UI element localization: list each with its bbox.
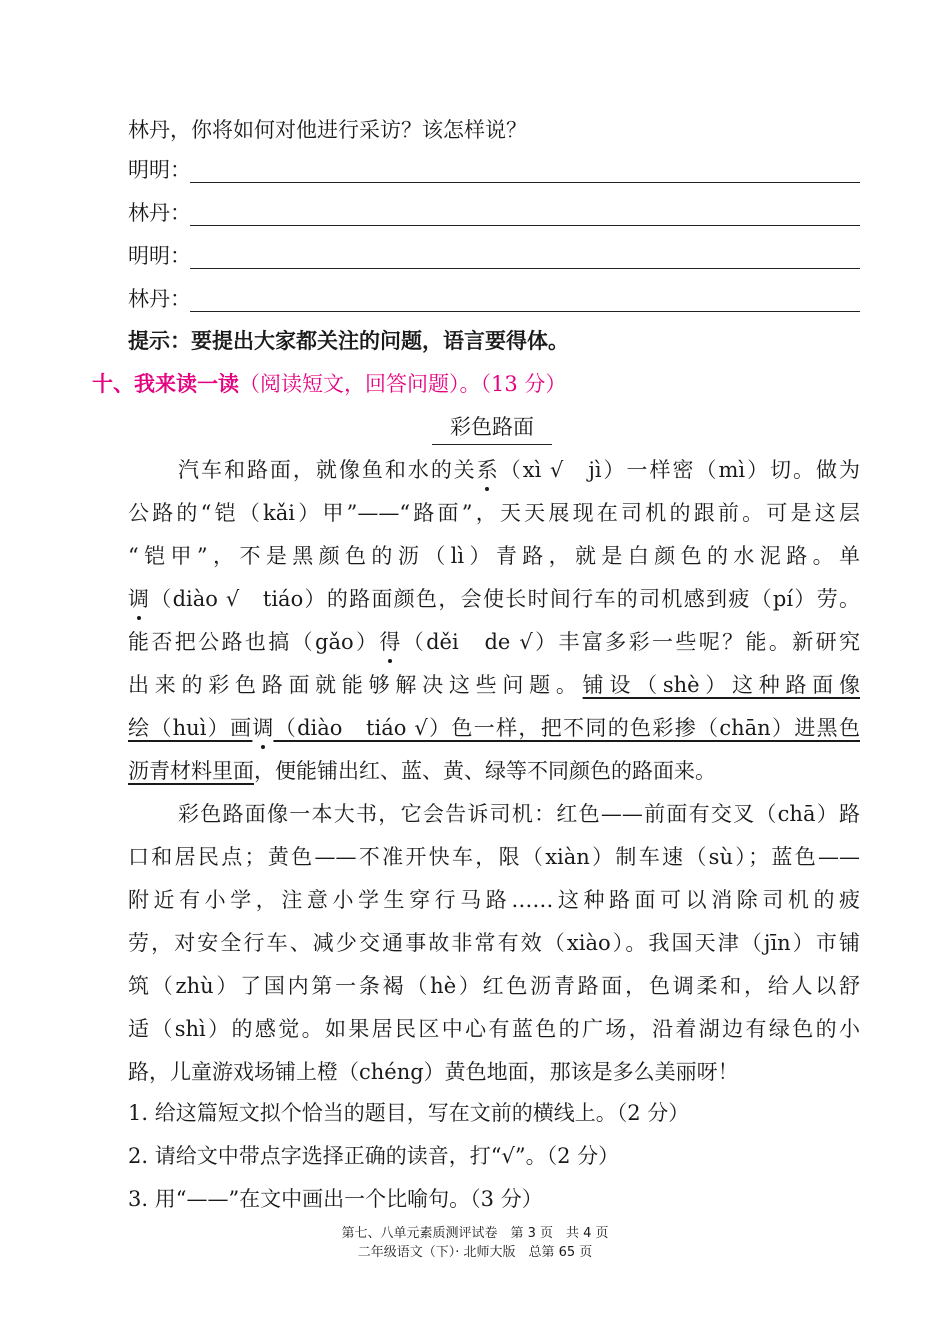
passage-line: 适（shì）的感觉。如果居民区中心有蓝色的广场，沿着湖边有绿色的小 [128,1017,860,1041]
dotted-char: 调 [252,713,273,743]
answer-blank[interactable] [190,181,860,183]
passage-line [128,713,860,743]
section-instruction: （阅读短文，回答问题）。（13 分） [239,372,567,396]
text-run: 出来的彩色路面就能够解决这些问题。 [128,673,583,697]
passage-line [178,455,860,485]
dotted-char: 系 [477,455,498,485]
question-1: 1. 给这篇短文拟个恰当的题目，写在文前的横线上。（2 分） [128,1101,690,1125]
underlined-simile: 铺设（shè）这种路面像 [582,673,861,697]
footer-page-info: 第七、八单元素质测评试卷 第 3 页 共 4 页 [341,1226,609,1241]
passage-line [128,627,860,657]
answer-blank[interactable] [190,267,860,269]
question-3: 3. 用“——”在文中画出一个比喻句。（3 分） [128,1187,543,1211]
text-run: （xì √ jì）一样密（mì）切。做为 [497,458,861,482]
passage-line: 路，儿童游戏场铺上橙（chéng）黄色地面，那该是多么美丽呀！ [128,1060,739,1084]
text-run: 绘（huì）画 [128,716,253,740]
text-run: ，便能铺出红、蓝、黄、绿等不同颜色的路面来。 [254,759,716,783]
dialogue-line[interactable] [128,151,860,187]
dialogue-line[interactable] [128,280,860,316]
passage-line [128,670,860,700]
text-run: 汽车和路面，就像鱼和水的关 [178,458,477,482]
text-run: （diào √ tiáo）的路面颜色，会使长时间行车的司机感到疲（pí）劳。 [149,587,860,611]
passage-line: 劳，对安全行车、减少交通事故非常有效（xiào）。我国天津（jīn）市铺 [128,931,860,955]
underlined-simile [128,716,860,740]
dialogue-line[interactable] [128,237,860,273]
text-run: （diào tiáo √）色一样，把不同的色彩掺（chān）进黑色 [273,716,860,740]
question-2: 2. 请给文中带点字选择正确的读音，打“√”。（2 分） [128,1144,620,1168]
speaker-label: 明明： [128,244,191,268]
dialogue-line[interactable] [128,194,860,230]
passage-line: 彩色路面像一本大书，它会告诉司机：红色——前面有交叉（chā）路 [178,802,860,826]
passage-line: “铠甲”，不是黑颜色的沥（lì）青路，就是白颜色的水泥路。单 [128,544,860,568]
passage-line: 公路的“铠（kǎi）甲”——“路面”，天天展现在司机的跟前。可是这层 [128,501,860,525]
passage-line: 口和居民点；黄色——不准开快车，限（xiàn）制车速（sù）；蓝色—— [128,845,860,869]
text-run: 能否把公路也搞（gǎo） [128,630,380,654]
passage-line: 附近有小学，注意小学生穿行马路……这种路面可以消除司机的疲 [128,888,860,912]
section-title: 十、我来读一读 [92,372,239,396]
passage-line: 筑（zhù）了国内第一条褐（hè）红色沥青路面，色调柔和，给人以舒 [128,974,860,998]
passage-line [128,584,860,614]
underlined-simile: 沥青材料里面 [128,759,254,783]
speaker-label: 林丹： [128,201,191,225]
section-heading [92,369,566,399]
dotted-char: 得 [379,627,400,657]
speaker-label: 明明： [128,158,191,182]
interview-question: 林丹，你将如何对他进行采访？该怎样说？ [128,118,527,142]
passage-title[interactable]: 彩色路面 [432,412,552,445]
text-run: （děi de √）丰富多彩一些呢？能。新研究 [400,630,860,654]
answer-blank[interactable] [190,224,860,226]
tip-text: 提示：要提出大家都关注的问题，语言要得体。 [128,329,569,353]
dotted-char: 调 [128,584,149,614]
footer-book-info: 二年级语文（下）· 北师大版 总第 65 页 [357,1245,593,1260]
answer-blank[interactable] [190,310,860,312]
passage-line [128,756,860,786]
speaker-label: 林丹： [128,287,191,311]
